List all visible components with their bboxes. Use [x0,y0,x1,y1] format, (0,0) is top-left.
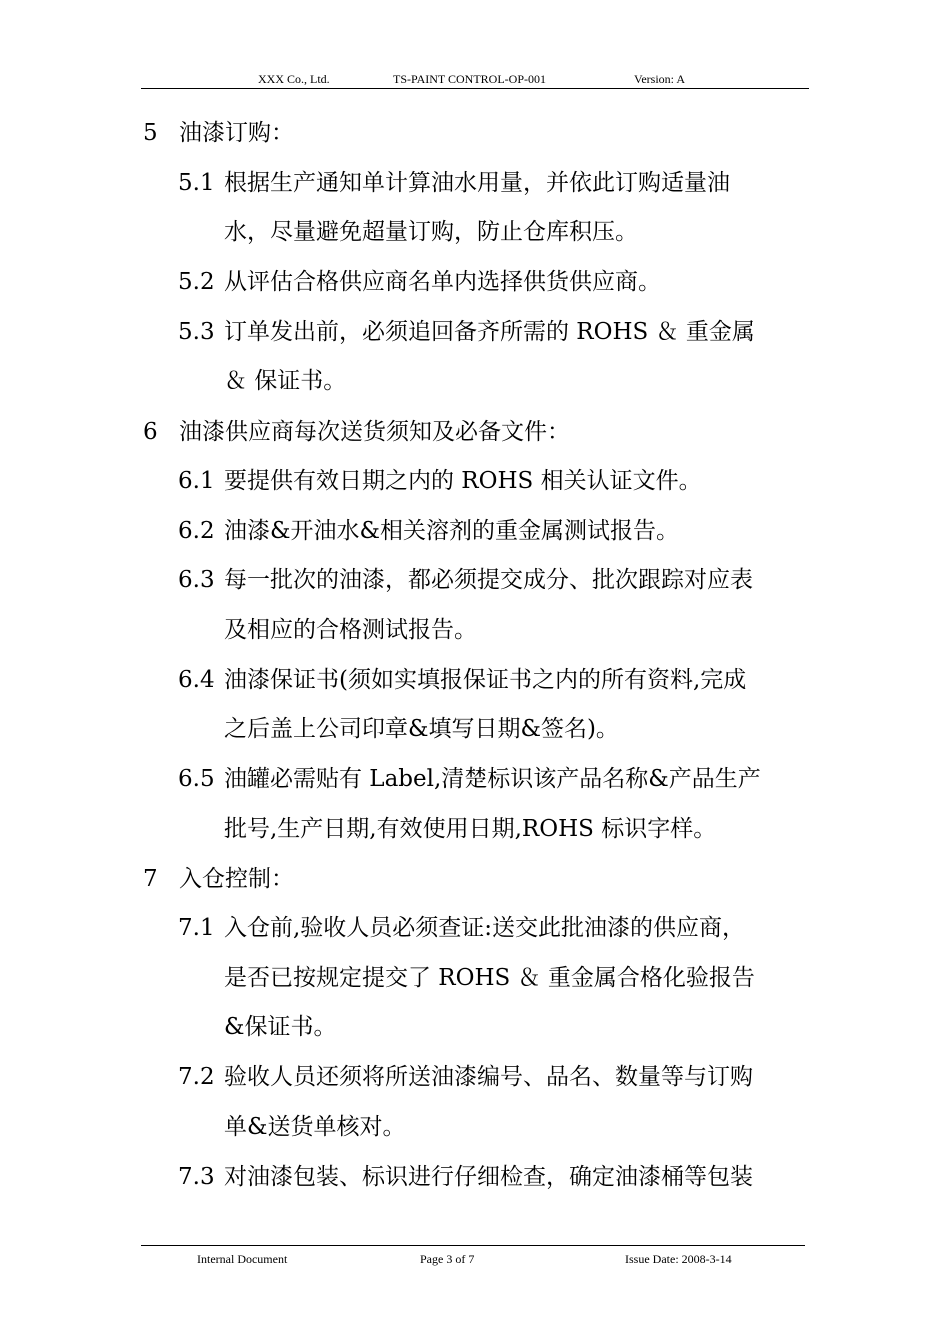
item-text: 订单发出前，必须追回备齐所需的 ROHS ＆ 重金属 [224,319,755,345]
item-5-1-continued: 水，尽量避免超量订购，防止仓库积压。 [224,219,638,245]
item-5-2 [178,267,661,297]
item-7-3 [178,1162,753,1192]
item-7-2-continued: 单&送货单核对。 [224,1114,406,1140]
section-number: 5 [143,120,158,146]
page-footer [141,1245,805,1266]
item-7-1-continued-2: &保证书。 [224,1014,337,1040]
item-text: 验收人员还须将所送油漆编号、品名、数量等与订购 [224,1064,753,1090]
item-5-3-continued: ＆ 保证书。 [224,368,347,394]
item-number: 5.1 [178,170,215,196]
item-text: 每一批次的油漆，都必须提交成分、批次跟踪对应表 [224,567,753,593]
item-6-4 [178,665,746,695]
item-7-1 [178,913,745,943]
item-7-2 [178,1062,753,1092]
item-number: 6.4 [178,667,215,693]
footer-issue-date: Issue Date: 2008-3-14 [625,1252,732,1266]
item-6-3-continued: 及相应的合格测试报告。 [224,617,477,643]
item-text: 入仓前,验收人员必须查证:送交此批油漆的供应商， [224,915,746,941]
header-doc-code: TS-PAINT CONTROL-OP-001 [393,72,547,86]
section-number: 6 [143,419,158,445]
item-number: 7.2 [178,1064,215,1090]
section-title: 入仓控制： [179,866,294,892]
section-5-heading [143,118,294,148]
page-header [141,70,809,89]
item-6-5-continued: 批号,生产日期,有效使用日期,ROHS 标识字样。 [224,816,717,842]
section-6-heading [143,417,570,447]
item-text: 从评估合格供应商名单内选择供货供应商。 [224,269,661,295]
footer-doc-type: Internal Document [197,1252,288,1266]
item-number: 6.5 [178,766,215,792]
section-7-heading [143,864,294,894]
item-text: 对油漆包装、标识进行仔细检查，确定油漆桶等包装 [224,1164,753,1190]
item-text: 油罐必需贴有 Label,清楚标识该产品名称&产品生产 [224,766,761,792]
item-number: 5.3 [178,319,215,345]
item-5-3 [178,317,755,347]
item-number: 6.1 [178,468,215,494]
item-text: 根据生产通知单计算油水用量，并依此订购适量油 [224,170,730,196]
section-title: 油漆供应商每次送货须知及必备文件： [179,419,570,445]
item-text: 要提供有效日期之内的 ROHS 相关认证文件。 [224,468,702,494]
item-5-1 [178,168,730,198]
item-6-3 [178,565,753,595]
item-text: 油漆保证书(须如实填报保证书之内的所有资料,完成 [224,667,747,693]
footer-page-number: Page 3 of 7 [420,1252,475,1266]
item-number: 5.2 [178,269,215,295]
item-number: 6.3 [178,567,215,593]
item-6-2 [178,516,679,546]
section-number: 7 [143,866,158,892]
item-number: 6.2 [178,518,215,544]
item-7-1-continued: 是否已按规定提交了 ROHS ＆ 重金属合格化验报告 [224,965,755,991]
item-6-1 [178,466,702,496]
header-company: XXX Co., Ltd. [258,72,330,86]
item-number: 7.3 [178,1164,215,1190]
section-title: 油漆订购： [179,120,294,146]
item-6-4-continued: 之后盖上公司印章&填写日期&签名)。 [224,716,619,742]
item-text: 油漆&开油水&相关溶剂的重金属测试报告。 [224,518,679,544]
header-version: Version: A [634,72,685,86]
item-number: 7.1 [178,915,215,941]
item-6-5 [178,764,761,794]
